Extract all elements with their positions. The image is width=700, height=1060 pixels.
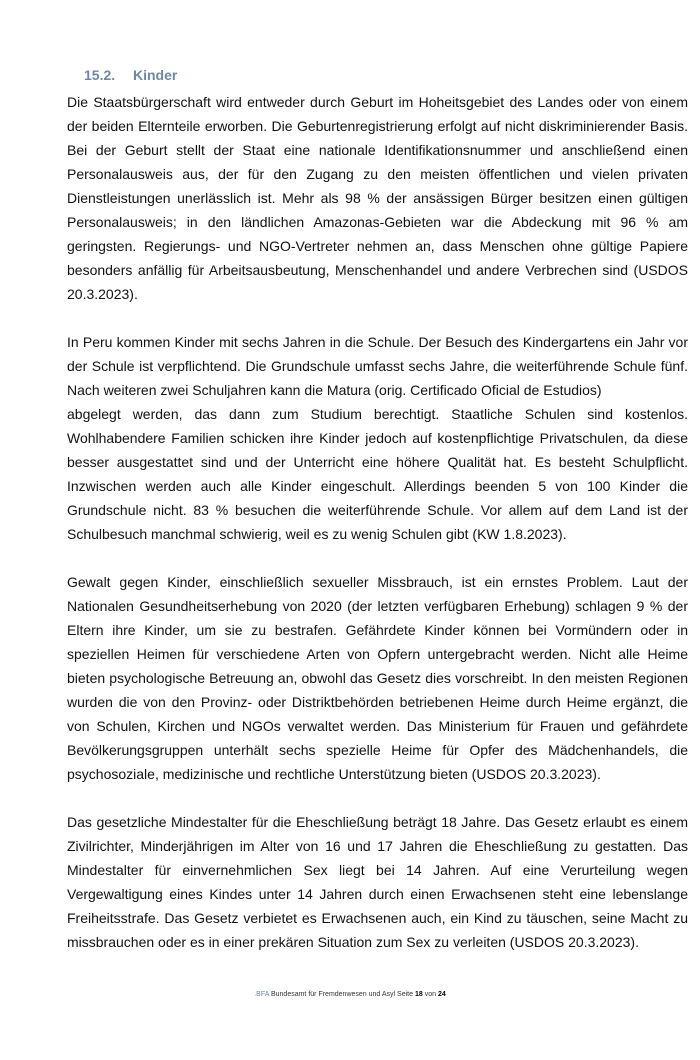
- section-number: 15.2.: [84, 67, 116, 83]
- paragraph-text: Die Staatsbürgerschaft wird entweder durch Geburt im Hoheitsgebiet des Landes oder von einem der beiden Elternteile erworben. Die Geburtenregistrierung erfolgt auf nicht diskriminierender Basis. Bei der Geburt stellt der Staat eine nationale Identifikationsnummer und anschließend einen Personalausweis aus, der für den Zugang zu den meisten öffentlichen und vielen privaten Dienstleistungen unerlässlich ist. Mehr als 98 % der ansässigen Bürger besitzen einen gültigen Personalausweis; in den ländlichen Amazonas-Gebieten war die Abdeckung mit 96 % am geringsten. Regierungs- und NGO-Vertreter nehmen an, dass Menschen ohne gültige Papiere besonders anfällig für Arbeitsausbeutung, Menschenhandel und andere Verbrechen sind (USDOS 20.3.2023).: [67, 94, 688, 302]
- paragraph-text: abgelegt werden, das dann zum Studium berechtigt. Staatliche Schulen sind kostenlos. Wohlhabendere Familien schicken ihre Kinder jedoch auf kostenpflichtige Privatschulen, da diese besser ausgestattet sind und der Unterricht eine höhere Qualität hat. Es besteht Schulpflicht. Inzwischen werden auch alle Kinder eingeschult. Allerdings beenden 5 von 100 Kinder die Grundschule nicht. 83 % besuchen die weiterführende Schule. Vor allem auf dem Land ist der Schulbesuch manchmal schwierig, weil es zu wenig Schulen gibt (KW 1.8.2023).: [67, 406, 688, 542]
- paragraph-violence: [67, 570, 688, 786]
- footer-of-label: von: [424, 991, 437, 998]
- paragraph-citizenship: [67, 90, 688, 306]
- paragraph-marriage: [67, 810, 688, 954]
- paragraph-school: [67, 330, 688, 546]
- page-footer: [0, 978, 700, 1000]
- paragraph-text: Gewalt gegen Kinder, einschließlich sexueller Missbrauch, ist ein ernstes Problem. Laut der Nationalen Gesundheitserhebung von 2020 (der letzten verfügbaren Erhebung) schlagen 9 % der Eltern ihre Kinder, um sie zu bestrafen. Gefährdete Kinder können bei Vormündern oder in speziellen Heimen für verschiedene Arten von Opfern untergebracht werden. Nicht alle Heime bieten psychologische Betreuung an, obwohl das Gesetz dies vorschreibt. In den meisten Regionen wurden die von den Provinz- oder Distriktbehörden betriebenen Heime durch Heime ergänzt, die von Schulen, Kirchen und NGOs verwaltet werden. Das Ministerium für Frauen und gefährdete Bevölkerungsgruppen unterhält sechs spezielle Heime für Opfer des Mädchenhandels, die psychosoziale, medizinische und rechtliche Unterstützung bieten (USDOS 20.3.2023).: [67, 574, 688, 782]
- section-heading: [84, 66, 688, 84]
- bfa-logo-text: .BFA: [254, 991, 270, 998]
- paragraph-text: In Peru kommen Kinder mit sechs Jahren in die Schule. Der Besuch des Kindergartens ein Jahr vor der Schule ist verpflichtend. Die Grundschule umfasst sechs Jahre, die weiterführende Schule fünf. Nach weiteren zwei Schuljahren kann die Matura (orig. Certificado Oficial de Estudios): [67, 334, 688, 398]
- footer-page-total: 24: [437, 991, 446, 998]
- footer-page-label: Seite: [397, 991, 414, 998]
- footer-org: Bundesamt für Fremdenwesen und Asyl: [270, 991, 396, 998]
- section-title: Kinder: [133, 67, 178, 83]
- footer-page-number: 18: [414, 991, 423, 998]
- paragraph-text: Das gesetzliche Mindestalter für die Eheschließung beträgt 18 Jahre. Das Gesetz erlaubt es einem Zivilrichter, Minderjährigen im Alter von 16 und 17 Jahren die Eheschließung zu gestatten. Das Mindestalter für einvernehmlichen Sex liegt bei 14 Jahren. Auf eine Verurteilung wegen Vergewaltigung eines Kindes unter 14 Jahren durch einen Erwachsenen steht eine lebenslange Freiheitsstrafe. Das Gesetz verbietet es Erwachsenen auch, ein Kind zu täuschen, seine Macht zu missbrauchen oder es in einer prekären Situation zum Sex zu verleiten (USDOS 20.3.2023).: [67, 814, 688, 950]
- document-body: [67, 90, 688, 978]
